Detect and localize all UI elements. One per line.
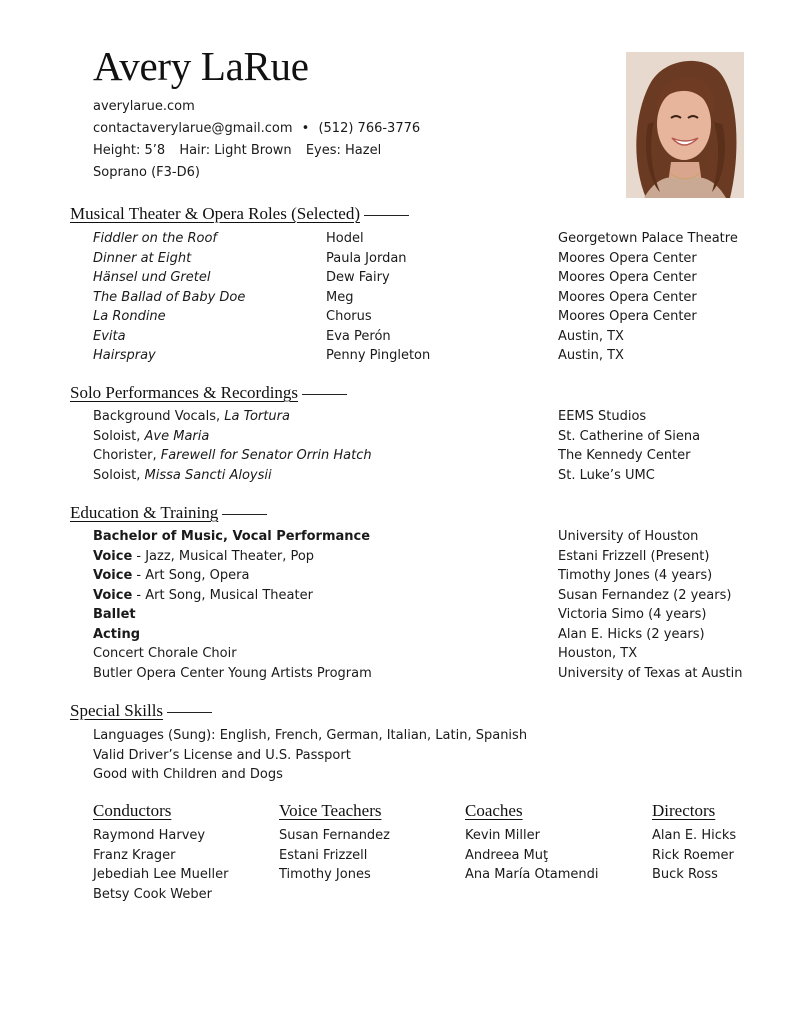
solo-list	[93, 407, 753, 485]
education-item	[93, 644, 237, 664]
role-row	[93, 268, 753, 288]
skill-item: Good with Children and Dogs	[93, 767, 283, 782]
reference-column-title: Voice Teachers	[279, 801, 382, 820]
reference-name: Betsy Cook Weber	[93, 886, 212, 902]
reference-column-title: Directors	[652, 801, 716, 820]
role-name: Dew Fairy	[326, 270, 390, 285]
show-title: Hänsel und Gretel	[93, 270, 211, 285]
resume-name: Avery LaRue	[93, 43, 309, 89]
role-name: Chorus	[326, 309, 372, 324]
education-row	[93, 644, 753, 664]
skill-item: Languages (Sung): English, French, German, Italian, Latin, Spanish	[93, 728, 528, 743]
solo-row	[93, 427, 753, 447]
education-item-bold: Voice	[93, 548, 133, 564]
solo-credit-prefix: Soloist,	[93, 467, 145, 483]
solo-credit-prefix: Chorister,	[93, 448, 161, 463]
role-row	[93, 288, 753, 308]
education-institution: Victoria Simo (4 years)	[558, 607, 707, 622]
reference-column-title: Conductors	[93, 801, 172, 820]
reference-column-title: Coaches	[465, 801, 523, 820]
reference-name: Kevin Miller	[465, 828, 540, 843]
roles-section-title	[70, 204, 409, 224]
solo-venue: St. Luke’s UMC	[558, 467, 655, 483]
role-name: Eva Perón	[326, 328, 391, 344]
phone-number[interactable]: (512) 766-3776	[318, 121, 421, 136]
education-item	[93, 664, 372, 684]
role-row	[93, 327, 753, 347]
solo-work-title: Farewell for Senator Orrin Hatch	[160, 448, 372, 463]
solo-credit	[93, 446, 372, 466]
solo-work-title: La Tortura	[224, 409, 290, 424]
education-item	[93, 527, 370, 547]
role-venue: Moores Opera Center	[558, 309, 697, 324]
education-institution: Susan Fernandez (2 years)	[558, 587, 732, 603]
role-venue: Moores Opera Center	[558, 250, 697, 266]
reference-name: Estani Frizzell	[279, 847, 368, 863]
education-section-title	[70, 503, 267, 523]
education-item-bold: Bachelor of Music, Vocal Performance	[93, 529, 371, 544]
education-row	[93, 527, 753, 547]
voice-type: Soprano (F3-D6)	[93, 165, 200, 180]
education-item-detail: - Art Song, Opera	[132, 568, 250, 583]
height-stat: Height: 5’8	[93, 143, 166, 158]
solo-venue: EEMS Studios	[558, 409, 647, 424]
conductors-column	[93, 800, 243, 904]
education-row	[93, 566, 753, 586]
education-item-detail: Butler Opera Center Young Artists Program	[93, 665, 372, 681]
heading-rule	[167, 712, 212, 713]
education-item	[93, 566, 249, 586]
role-name: Meg	[326, 289, 354, 305]
role-row	[93, 229, 753, 249]
skill-item: Valid Driver’s License and U.S. Passport	[93, 747, 351, 763]
eyes-stat: Eyes: Hazel	[305, 143, 382, 158]
reference-name: Jebediah Lee Mueller	[93, 867, 229, 882]
separator-bullet: •	[301, 121, 310, 136]
education-item-detail: - Art Song, Musical Theater	[132, 587, 313, 603]
solo-credit	[93, 407, 290, 427]
education-item	[93, 547, 314, 567]
solo-credit	[93, 466, 272, 486]
education-item-bold: Acting	[93, 626, 140, 642]
reference-name: Andreea Muţ	[465, 847, 549, 863]
solo-venue: The Kennedy Center	[558, 448, 691, 463]
role-name: Penny Pingleton	[326, 348, 431, 363]
education-row	[93, 586, 753, 606]
solo-venue: St. Catherine of Siena	[558, 428, 701, 444]
contact-block	[93, 96, 420, 184]
role-row	[93, 249, 753, 269]
website-link[interactable]: averylarue.com	[93, 99, 195, 114]
education-item	[93, 605, 136, 625]
reference-name: Franz Krager	[93, 847, 176, 863]
role-venue: Moores Opera Center	[558, 289, 697, 305]
hair-stat: Hair: Light Brown	[179, 143, 292, 158]
reference-name: Alan E. Hicks	[652, 828, 737, 843]
reference-name: Ana María Otamendi	[465, 867, 599, 882]
education-institution: Alan E. Hicks (2 years)	[558, 626, 705, 642]
heading-rule	[222, 514, 267, 515]
heading-rule	[364, 215, 409, 216]
education-item-bold: Voice	[93, 568, 133, 583]
reference-name: Raymond Harvey	[93, 828, 206, 843]
solo-row	[93, 407, 753, 427]
education-item-detail: - Jazz, Musical Theater, Pop	[132, 548, 315, 564]
coaches-column	[465, 800, 615, 885]
role-venue: Austin, TX	[558, 328, 624, 344]
solo-work-title: Missa Sancti Aloysii	[144, 467, 272, 483]
solo-row	[93, 446, 753, 466]
skills-list	[93, 726, 527, 785]
education-item	[93, 586, 313, 606]
education-institution: University of Texas at Austin	[558, 665, 743, 681]
education-item	[93, 625, 140, 645]
solo-credit-prefix: Soloist,	[93, 428, 145, 444]
education-institution: Estani Frizzell (Present)	[558, 548, 710, 564]
skills-heading-text: Special Skills	[70, 701, 164, 720]
education-row	[93, 625, 753, 645]
role-row	[93, 307, 753, 327]
education-row	[93, 664, 753, 684]
education-heading-text: Education & Training	[70, 503, 219, 522]
reference-name: Timothy Jones	[279, 867, 371, 882]
education-item-bold: Voice	[93, 587, 133, 603]
reference-name: Buck Ross	[652, 867, 718, 882]
solo-section-title	[70, 383, 347, 403]
solo-work-title: Ave Maria	[144, 428, 210, 444]
skills-section-title	[70, 701, 212, 721]
solo-credit	[93, 427, 209, 447]
role-name: Paula Jordan	[326, 250, 407, 266]
email-link[interactable]: contactaverylarue@gmail.com	[93, 121, 293, 136]
show-title: Evita	[93, 328, 126, 344]
education-row	[93, 605, 753, 625]
reference-name: Susan Fernandez	[279, 828, 391, 843]
show-title: The Ballad of Baby Doe	[93, 289, 246, 305]
role-venue: Austin, TX	[558, 348, 624, 363]
education-institution: Houston, TX	[558, 646, 638, 661]
role-row	[93, 346, 753, 366]
roles-list	[93, 229, 753, 366]
directors-column	[652, 800, 791, 885]
education-item-detail: Concert Chorale Choir	[93, 646, 237, 661]
roles-heading-text: Musical Theater & Opera Roles (Selected)	[70, 204, 360, 223]
education-list	[93, 527, 753, 683]
heading-rule	[302, 394, 347, 395]
show-title: Fiddler on the Roof	[93, 231, 217, 246]
stats-line	[93, 140, 420, 162]
show-title: Hairspray	[93, 348, 156, 363]
voice-teachers-column	[279, 800, 429, 885]
education-institution: Timothy Jones (4 years)	[558, 568, 713, 583]
education-item-bold: Ballet	[93, 607, 136, 622]
role-name: Hodel	[326, 231, 364, 246]
solo-credit-prefix: Background Vocals,	[93, 409, 225, 424]
reference-name: Rick Roemer	[652, 847, 734, 863]
role-venue: Moores Opera Center	[558, 270, 697, 285]
show-title: Dinner at Eight	[93, 250, 192, 266]
role-venue: Georgetown Palace Theatre	[558, 231, 738, 246]
solo-heading-text: Solo Performances & Recordings	[70, 383, 299, 402]
email-phone-line	[93, 118, 420, 140]
solo-row	[93, 466, 753, 486]
headshot-photo	[626, 52, 744, 198]
education-institution: University of Houston	[558, 529, 699, 544]
education-row	[93, 547, 753, 567]
show-title: La Rondine	[93, 309, 166, 324]
